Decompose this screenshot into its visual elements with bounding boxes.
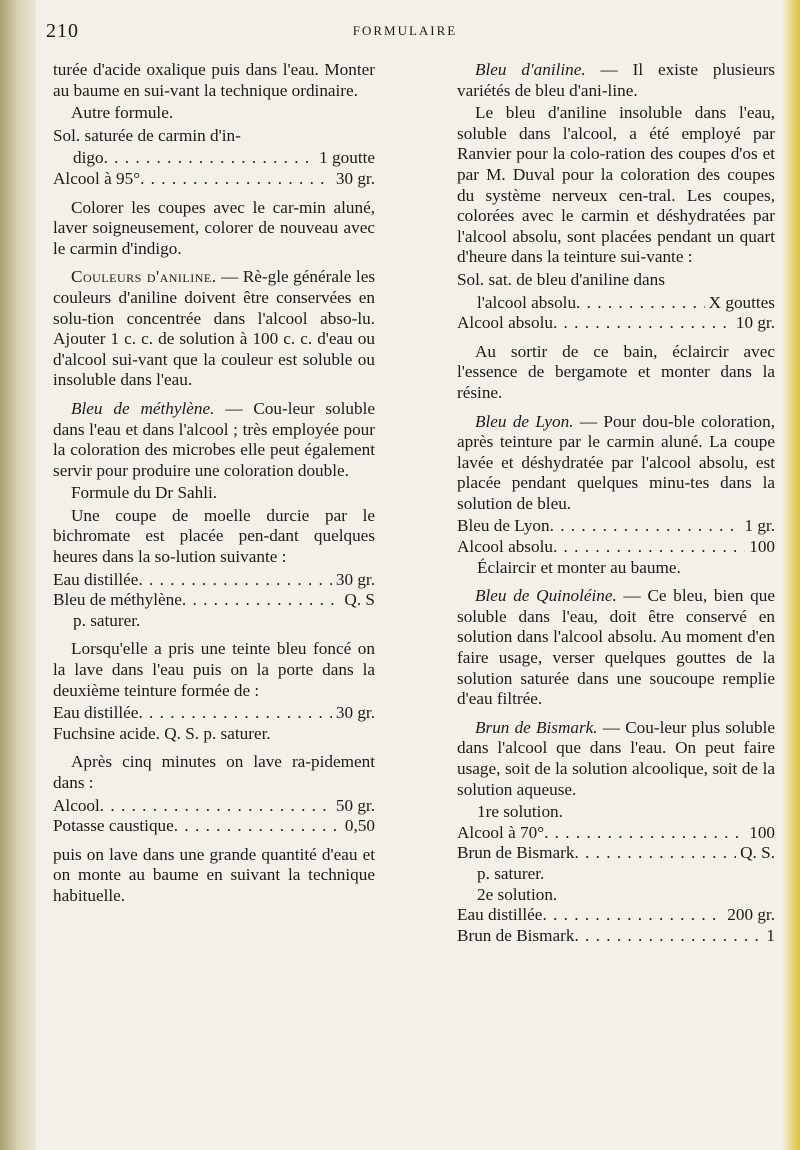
formula-quantity: 50 gr. (335, 795, 375, 815)
formula-quantity: Q. S (344, 590, 375, 610)
subheading: 2e solution. (477, 884, 558, 904)
formula-ingredient: l'alcool absolu (477, 292, 577, 312)
paragraph: Après cinq minutes on lave ra-pidement dans : (53, 752, 375, 792)
formula-ingredient: digo (73, 148, 104, 168)
formula-line (457, 843, 775, 864)
formula-line: Fuchsine acide. Q. S. p. saturer. (53, 723, 271, 743)
formula-ingredient: Eau distillée (53, 569, 139, 589)
formula-ingredient: Bleu de Lyon (457, 516, 550, 536)
leader-dots (104, 148, 316, 169)
formula-line (457, 537, 775, 558)
formula-ingredient: Alcool (53, 795, 100, 815)
section-aniline-blue (457, 60, 775, 101)
leader-dots (574, 926, 762, 947)
section-lyon (457, 412, 775, 515)
leader-dots (553, 313, 732, 334)
subheading: 1re solution. (477, 802, 563, 822)
formula-quantity: 10 gr. (735, 313, 775, 333)
formula-quantity: 200 gr. (727, 905, 775, 925)
paragraph: Le bleu d'aniline insoluble dans l'eau, soluble dans l'alcool, a été employé par Ranvier pour la colo-ration des coupes d'os et par M. Duval pour la coloration des coupes du système nerveux cen-tral. Les coupes, colorées avec le carmin et déshydratées par l'alcool absolu, sont placées pendant un quart d'heure dans la teinture sui-vante : (457, 103, 775, 267)
section-text: — Il existe plusieurs variétés de bleu d'ani-line. (457, 60, 775, 100)
page-edge-right (782, 0, 800, 1150)
section-heading: Bleu de Lyon. (475, 411, 574, 431)
paragraph: puis on lave dans une grande quantité d'eau et on monte au baume en suivant la technique habituelle. (53, 844, 375, 905)
formula-ingredient: Brun de Bismark (457, 843, 575, 863)
leader-dots (140, 169, 332, 190)
formula-line (457, 905, 775, 926)
section-quinoleine (457, 586, 775, 710)
section-text: — Cou-leur plus soluble dans l'alcool que dans l'eau. On peut faire usage, soit de la solution alcoolique, soit de la solution aqueuse. (457, 717, 775, 799)
formula-line: Sol. sat. de bleu d'aniline dans (457, 269, 665, 289)
section-heading: Brun de Bismark. (475, 717, 598, 737)
leader-dots (576, 293, 705, 314)
formula-line (53, 169, 375, 190)
formula-line (457, 313, 775, 334)
section-text: — Cou-leur soluble dans l'eau et dans l'alcool ; très employée pour la coloration des microbes elle peut également servir pour produire une coloration double. (53, 398, 375, 480)
formula-quantity: 0,50 (344, 816, 375, 836)
formula-quantity: 1 (766, 925, 775, 945)
leader-dots (550, 516, 741, 537)
formula-line: Éclaircir et monter au baume. (477, 557, 681, 577)
formula-ingredient: Bleu de méthylène (53, 590, 182, 610)
running-title: FORMULAIRE (352, 23, 458, 38)
page-number: 210 (46, 20, 79, 42)
formula-line: Sol. saturée de carmin d'in- (53, 125, 241, 145)
leader-dots (138, 703, 331, 724)
section-heading: Bleu de Quinoléine. (475, 586, 617, 606)
paragraph: turée d'acide oxalique puis dans l'eau. Monter au baume en sui-vant la technique ordinaire. (53, 60, 375, 100)
formula-ingredient: Alcool absolu (457, 313, 553, 333)
leader-dots (553, 537, 745, 558)
section-heading: Bleu de méthylène. (71, 398, 215, 418)
formula-quantity: 30 gr. (335, 569, 375, 589)
leader-dots (138, 570, 331, 591)
formula-line (53, 796, 375, 817)
formula-ingredient: Alcool à 95° (53, 168, 141, 188)
formula-quantity: 100 (749, 537, 775, 557)
formula-quantity: 100 (749, 822, 775, 842)
section-heading: Bleu d'aniline. (475, 60, 586, 79)
formula-ingredient: Alcool à 70° (457, 822, 545, 842)
paragraph: Au sortir de ce bain, éclaircir avec l'essence de bergamote et monter dans la résine. (457, 341, 775, 402)
formula-line (53, 816, 375, 837)
leader-dots (100, 796, 332, 817)
leader-dots (574, 843, 736, 864)
formula-line (53, 703, 375, 724)
formula-quantity: X gouttes (708, 292, 775, 312)
formula-ingredient: Alcool absolu (457, 537, 553, 557)
formula-line (53, 570, 375, 591)
formula-ingredient: Eau distillée (53, 703, 139, 723)
section-bismarck (457, 718, 775, 800)
section-heading: Couleurs d'aniline. (71, 267, 217, 287)
formula-quantity: 1 gr. (744, 516, 775, 536)
subheading: Formule du Dr Sahli. (71, 483, 218, 503)
section-text: — Rè-gle générale les couleurs d'aniline doivent être conservées en solu-tion concentrée dans l'alcool abso-lu. Ajouter 1 c. c. de solution à 100 c. c. d'eau ou d'alcool sui-vant que la couleur est soluble ou insoluble dans l'eau. (53, 267, 376, 390)
formula-line: p. saturer. (73, 610, 141, 630)
section-text: — Ce bleu, bien que soluble dans l'eau, doit être conservé en solution dans l'alcool absolu. Au moment d'en faire usage, verser quelques gouttes de la solution saturée dans une soucoupe remplie d'eau filtrée. (457, 586, 775, 709)
paragraph: Lorsqu'elle a pris une teinte bleu foncé on la lave dans l'eau puis on la porte dans la deuxième teinture formée de : (53, 639, 375, 700)
formula-line (53, 590, 375, 611)
book-binding-edge (0, 0, 36, 1150)
leader-dots (174, 816, 341, 837)
page-header (46, 20, 764, 42)
subheading: Autre formule. (71, 103, 174, 123)
formula-ingredient: Eau distillée (457, 905, 543, 925)
formula-quantity: Q. S. (740, 843, 775, 863)
formula-line (457, 823, 775, 844)
left-column (53, 60, 375, 909)
formula-quantity: 30 gr. (335, 703, 375, 723)
formula-quantity: 30 gr. (335, 168, 375, 188)
leader-dots (182, 590, 341, 611)
formula-line (53, 148, 375, 169)
formula-quantity: 1 goutte (319, 148, 375, 168)
formula-line (457, 516, 775, 537)
formula-line (457, 926, 775, 947)
paragraph: Une coupe de moelle durcie par le bichromate est placée pen-dant quelques heures dans la so-lution suivante : (53, 505, 375, 567)
right-column (457, 60, 775, 946)
formula-line (457, 293, 775, 314)
leader-dots (542, 905, 723, 926)
paragraph: Colorer les coupes avec le car-min aluné, laver soigneusement, colorer de nouveau avec le carmin d'indigo. (53, 197, 375, 258)
formula-ingredient: Brun de Bismark (457, 925, 575, 945)
formula-line: p. saturer. (477, 863, 545, 883)
leader-dots (544, 823, 745, 844)
section-methylene (53, 399, 375, 481)
formula-ingredient: Potasse caustique (53, 816, 174, 836)
section-text: — Pour dou-ble coloration, après teinture par le carmin aluné. La coupe lavée et déshydratée par l'alcool absolu, est placée pendant quelques minu-tes dans la solution de bleu. (457, 411, 775, 513)
section-aniline (53, 267, 375, 391)
